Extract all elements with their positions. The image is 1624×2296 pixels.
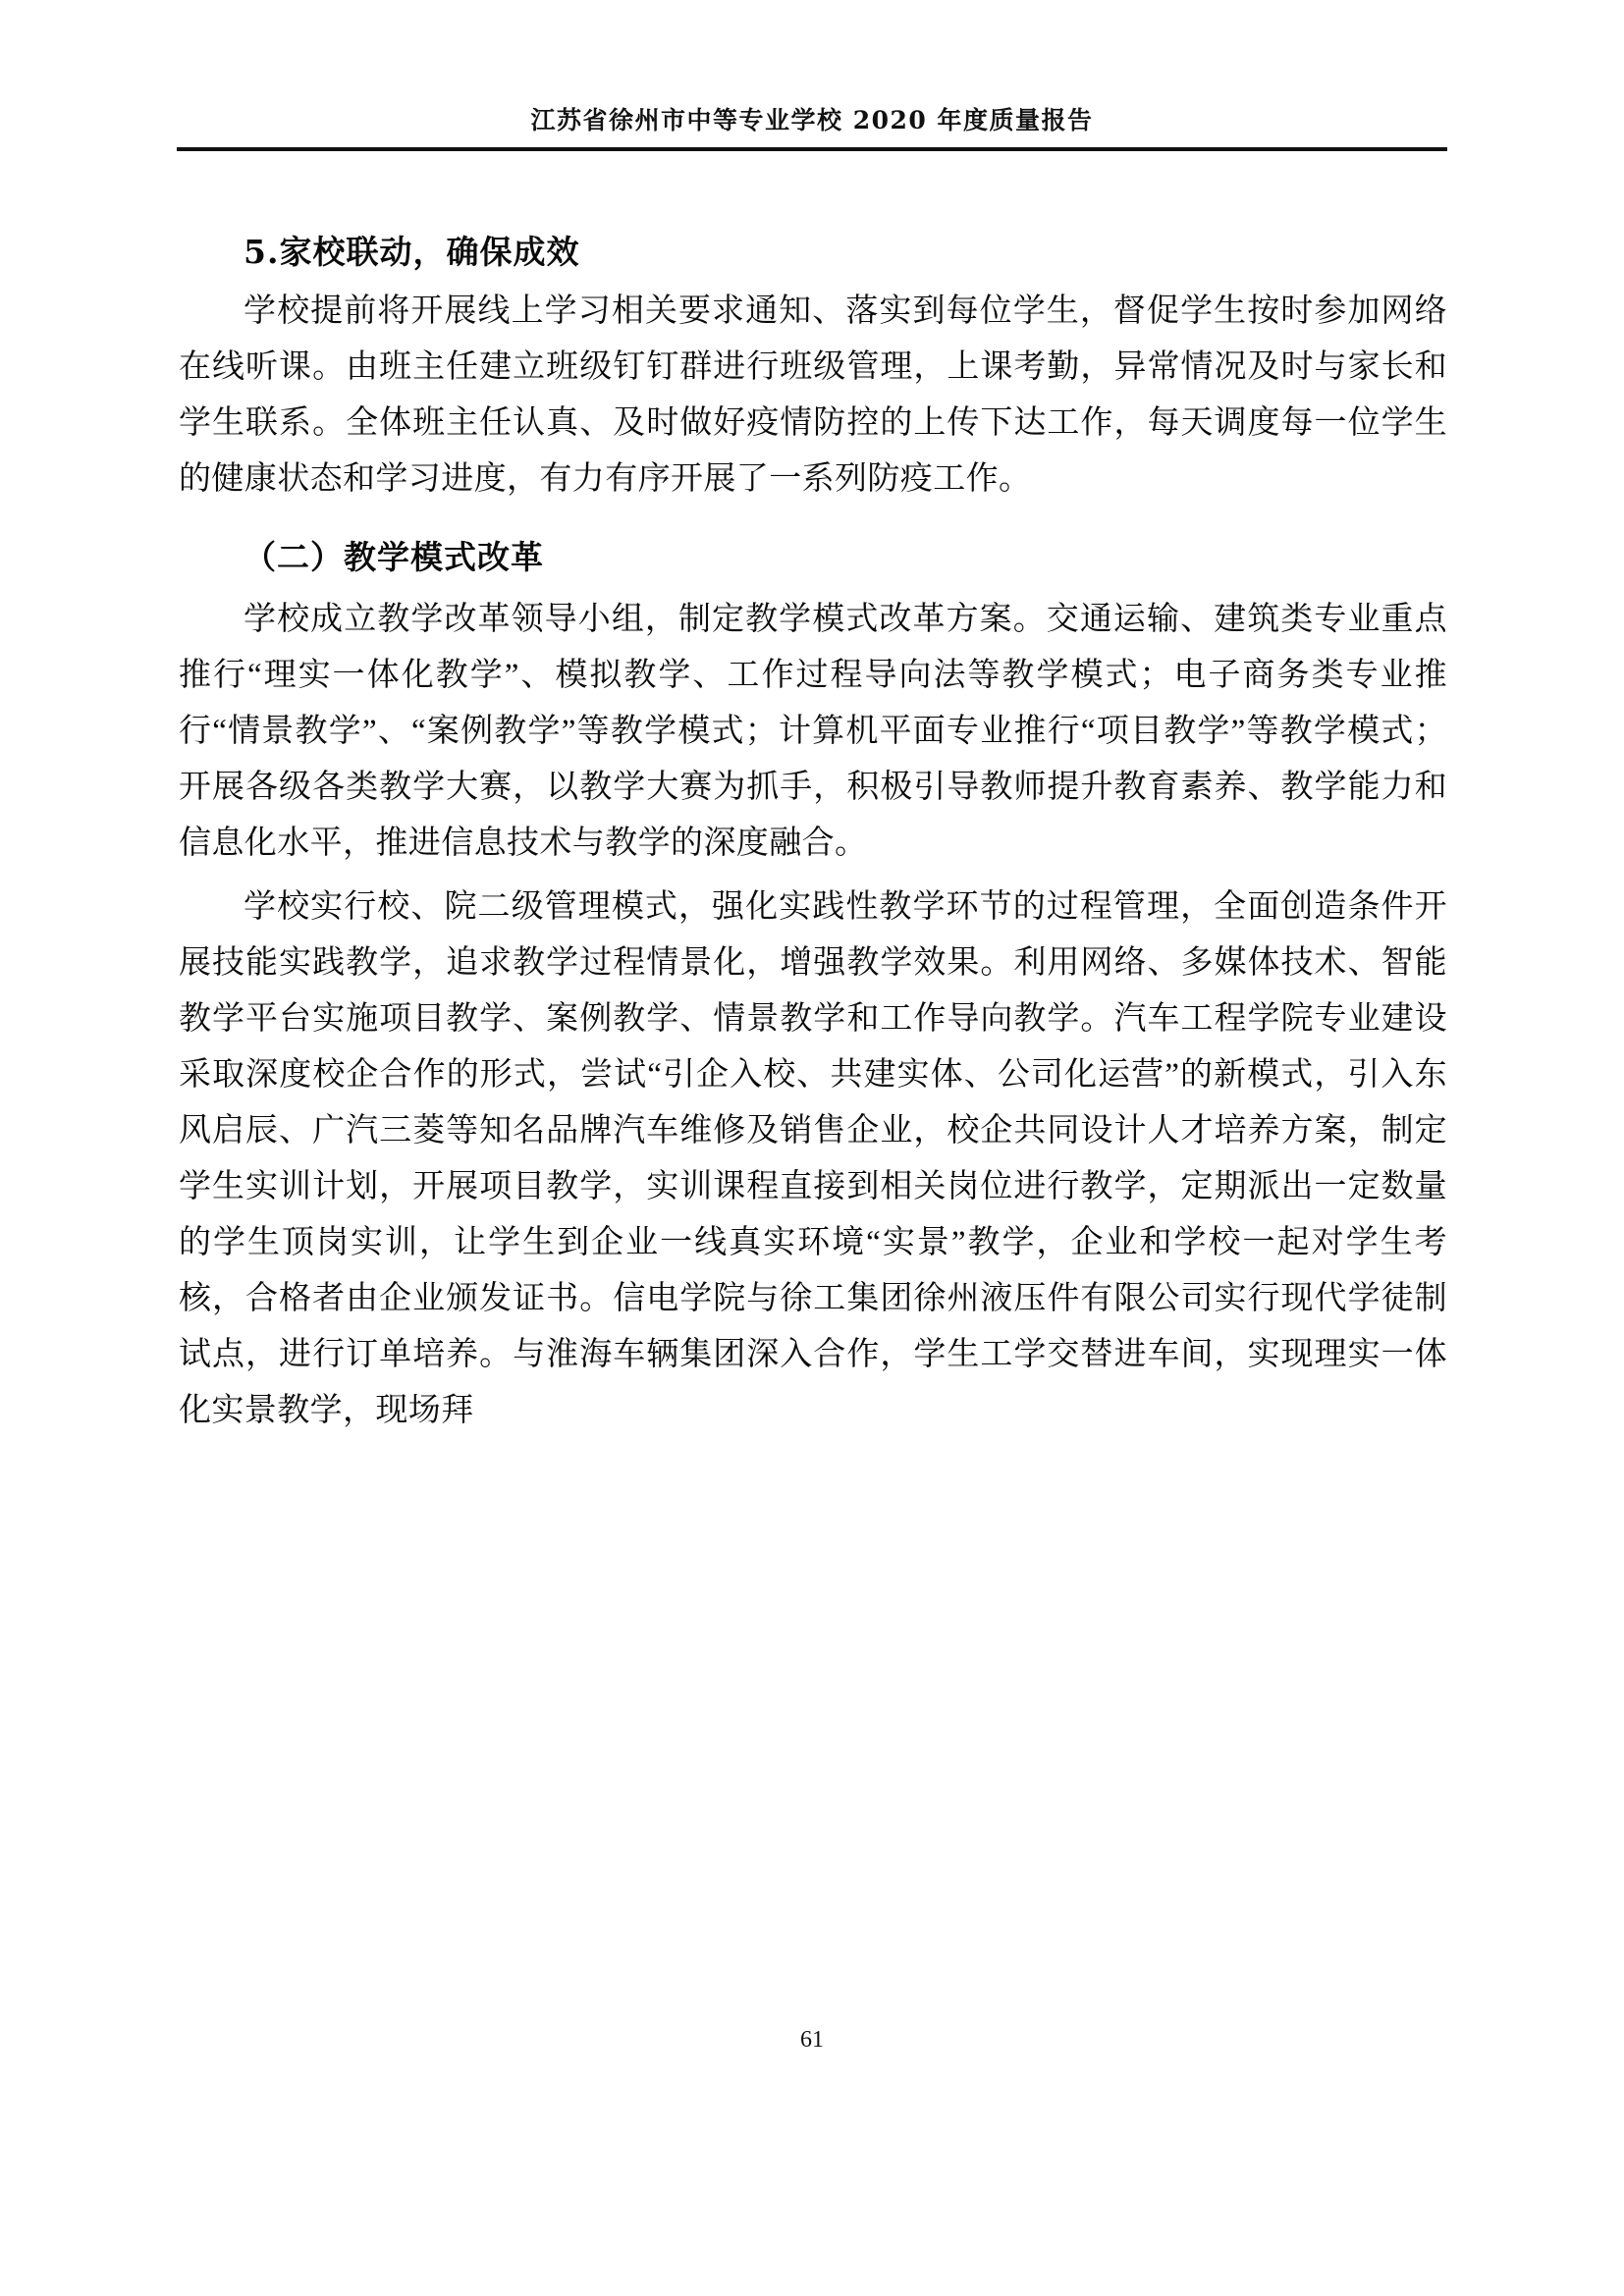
paragraph-family-school-1: 学校提前将开展线上学习相关要求通知、落实到每位学生，督促学生按时参加网络在线听课。由班主任建立班级钉钉群进行班级管理，上课考勤，异常情况及时与家长和学生联系。全体班主任认真、及时做好疫情防控的上传下达工作，每天调度每一位学生的健康状态和学习进度，有力有序开展了一系列防疫工作。 bbox=[179, 294, 1447, 498]
page-number: 61 bbox=[800, 2027, 824, 2053]
paragraph-teaching-reform-1: 学校成立教学改革领导小组，制定教学模式改革方案。交通运输、建筑类专业重点推行“理实一体化教学”、模拟教学、工作过程导向法等教学模式；电子商务类专业推行“情景教学”、“案例教学”等教学模式；计算机平面专业推行“项目教学”等教学模式；开展各级各类教学大赛，以教学大赛为抓手，积极引导教师提升教育素养、教学能力和信息化水平，推进信息技术与教学的深度融合。 bbox=[179, 601, 1447, 861]
header-title: 江苏省徐州市中等专业学校 2020 年度质量报告 bbox=[530, 106, 1094, 134]
section-heading-family-school: 5.家校联动，确保成效 bbox=[244, 233, 580, 271]
section-heading-teaching-model-reform: （二）教学模式改革 bbox=[244, 538, 544, 577]
page-content bbox=[179, 232, 1447, 1441]
page-header bbox=[177, 106, 1447, 151]
paragraph-teaching-reform-2: 学校实行校、院二级管理模式，强化实践性教学环节的过程管理，全面创造条件开展技能实践教学，追求教学过程情景化，增强教学效果。利用网络、多媒体技术、智能教学平台实施项目教学、案例教学、情景教学和工作导向教学。汽车工程学院专业建设采取深度校企合作的形式，尝试“引企入校、共建实体、公司化运营”的新模式，引入东风启辰、广汽三菱等知名品牌汽车维修及销售企业，校企共同设计人才培养方案，制定学生实训计划，开展项目教学，实训课程直接到相关岗位进行教学，定期派出一定数量的学生顶岗实训，让学生到企业一线真实环境“实景”教学，企业和学校一起对学生考核，合格者由企业颁发证书。信电学院与徐工集团徐州液压件有限公司实行现代学徒制试点，进行订单培养。与淮海车辆集团深入合作，学生工学交替进车间，实现理实一体化实景教学，现场拜 bbox=[179, 888, 1447, 1428]
header-divider bbox=[177, 147, 1447, 151]
